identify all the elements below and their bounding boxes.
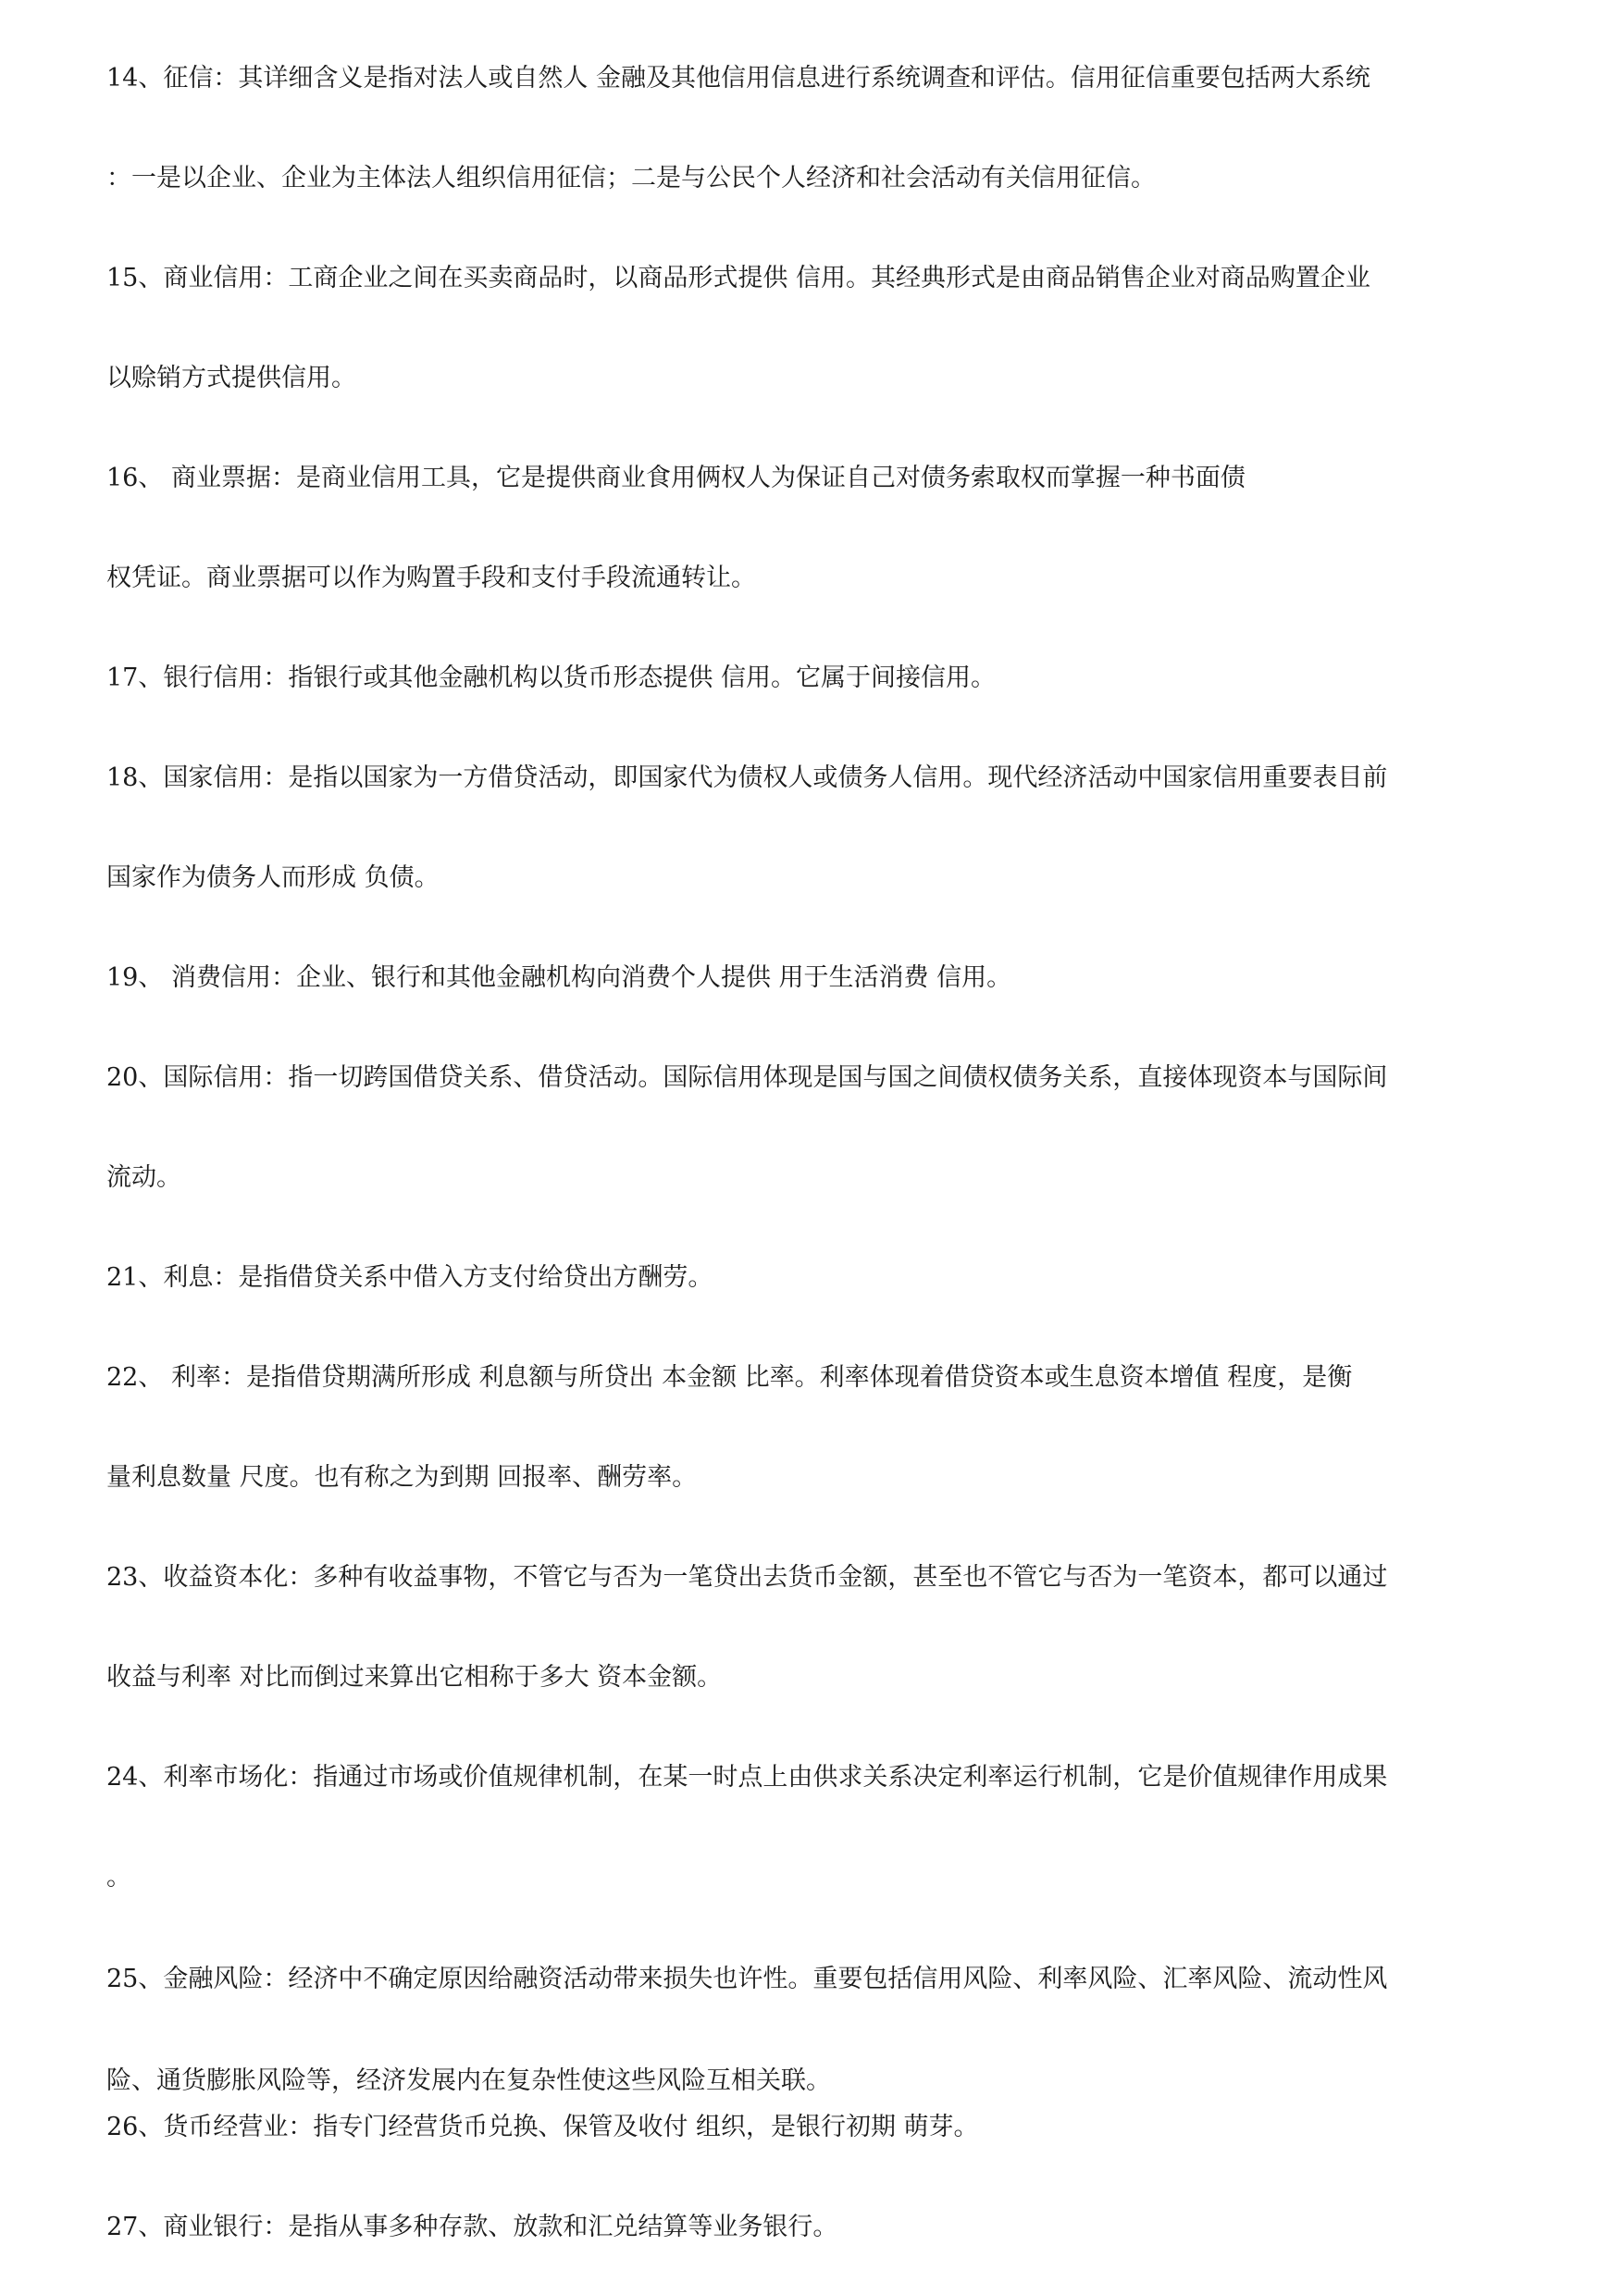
text-line-23a: 23、收益资本化：多种有收益事物，不管它与否为一笔贷出去货币金额，甚至也不管它与否为一笔资本，都可以通过: [106, 1563, 1388, 1592]
text-line-14a: 14、征信：其详细含义是指对法人或自然人 金融及其他信用信息进行系统调查和评估。信用征信重要包括两大系统: [106, 64, 1370, 93]
text-line-20b: 流动。: [106, 1163, 181, 1192]
text-line-14b: ：一是以企业、企业为主体法人组织信用征信；二是与公民个人经济和社会活动有关信用征信。: [106, 164, 1156, 192]
text-line-23b: 收益与利率 对比而倒过来算出它相称于多大 资本金额。: [106, 1663, 723, 1692]
text-line-18b: 国家作为债务人而形成 负债。: [106, 863, 440, 892]
text-line-16b: 权凭证。商业票据可以作为购置手段和支付手段流通转让。: [106, 564, 756, 592]
text-line-17: 17、银行信用：指银行或其他金融机构以货币形态提供 信用。它属于间接信用。: [106, 664, 996, 692]
text-line-15a: 15、商业信用：工商企业之间在买卖商品时，以商品形式提供 信用。其经典形式是由商品销售企业对商品购置企业: [106, 264, 1370, 292]
text-line-15b: 以赊销方式提供信用。: [106, 364, 356, 392]
text-line-16a: 16、 商业票据：是商业信用工具，它是提供商业食用俩权人为保证自己对债务索取权而掌握一种书面债: [106, 464, 1246, 492]
text-line-27: 27、商业银行：是指从事多种存款、放款和汇兑结算等业务银行。: [106, 2213, 838, 2241]
text-line-19: 19、 消费信用：企业、银行和其他金融机构向消费个人提供 用于生活消费 信用。: [106, 963, 1012, 992]
text-line-26: 26、货币经营业：指专门经营货币兑换、保管及收付 组织，是银行初期 萌芽。: [106, 2113, 979, 2141]
text-line-22a: 22、 利率：是指借贷期满所形成 利息额与所贷出 本金额 比率。利率体现着借贷资本或生息资本增值 程度，是衡: [106, 1363, 1353, 1392]
text-line-20a: 20、国际信用：指一切跨国借贷关系、借贷活动。国际信用体现是国与国之间债权债务关系，直接体现资本与国际间: [106, 1063, 1388, 1092]
text-line-24a: 24、利率市场化：指通过市场或价值规律机制，在某一时点上由供求关系决定利率运行机制，它是价值规律作用成果: [106, 1763, 1388, 1792]
text-line-24b: 。: [106, 1863, 131, 1892]
text-line-21: 21、利息：是指借贷关系中借入方支付给贷出方酬劳。: [106, 1263, 713, 1292]
text-line-22b: 量利息数量 尺度。也有称之为到期 回报率、酬劳率。: [106, 1463, 698, 1492]
text-line-25b: 险、通货膨胀风险等，经济发展内在复杂性使这些风险互相关联。: [106, 2066, 831, 2095]
text-line-18a: 18、国家信用：是指以国家为一方借贷活动，即国家代为债权人或债务人信用。现代经济活动中国家信用重要表目前: [106, 763, 1388, 792]
text-line-25a: 25、金融风险：经济中不确定原因给融资活动带来损失也许性。重要包括信用风险、利率风险、汇率风险、流动性风: [106, 1965, 1388, 1993]
